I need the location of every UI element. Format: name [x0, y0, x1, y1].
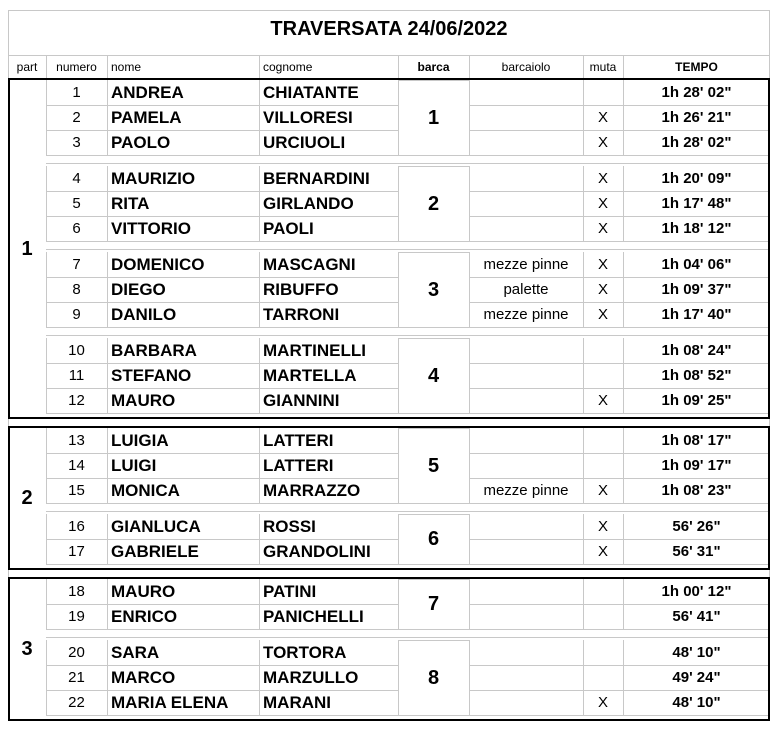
numero-cell: 20 [68, 644, 85, 661]
cognome-cell: GIANNINI [263, 391, 340, 410]
cognome-cell: GRANDOLINI [263, 542, 371, 561]
nome-cell: DOMENICO [111, 255, 205, 274]
cognome-cell: PAOLI [263, 219, 314, 238]
numero-cell: 12 [68, 392, 85, 409]
muta-cell: X [597, 256, 608, 273]
cognome-cell: MASCAGNI [263, 255, 356, 274]
numero-cell: 1 [72, 84, 81, 101]
numero-cell: 15 [68, 482, 85, 499]
header-muta: muta [589, 60, 617, 74]
numero-cell: 6 [72, 220, 81, 237]
header-tempo: TEMPO [675, 60, 718, 74]
tempo-cell: 48' 10" [672, 644, 721, 661]
nome-cell: MARCO [111, 668, 176, 687]
part-cell: 2 [21, 487, 33, 509]
barca-cell: 1 [427, 106, 440, 129]
part-block-border [8, 78, 770, 419]
cognome-cell: RIBUFFO [263, 280, 339, 299]
header-part: part [16, 60, 38, 74]
numero-cell: 2 [72, 109, 81, 126]
cognome-cell: MARZULLO [263, 668, 359, 687]
numero-cell: 4 [72, 170, 81, 187]
header-column-line [469, 55, 470, 78]
barcaiolo-cell: mezze pinne [483, 306, 569, 323]
cognome-cell: LATTERI [263, 456, 334, 475]
numero-cell: 5 [72, 195, 81, 212]
numero-cell: 8 [72, 281, 81, 298]
nome-cell: MAURO [111, 391, 176, 410]
tempo-cell: 1h 08' 17" [661, 432, 732, 449]
tempo-cell: 1h 09' 25" [661, 392, 732, 409]
tempo-cell: 1h 17' 48" [661, 195, 732, 212]
tempo-cell: 49' 24" [672, 669, 721, 686]
nome-cell: RITA [111, 194, 150, 213]
numero-cell: 19 [68, 608, 85, 625]
nome-cell: BARBARA [111, 341, 197, 360]
cognome-cell: TORTORA [263, 643, 347, 662]
part-block-border [8, 426, 770, 570]
cognome-cell: ROSSI [263, 517, 316, 536]
numero-cell: 14 [68, 457, 85, 474]
nome-cell: LUIGIA [111, 431, 169, 450]
tempo-cell: 1h 09' 17" [661, 457, 732, 474]
numero-cell: 11 [68, 367, 85, 384]
barca-cell: 6 [427, 528, 440, 550]
nome-cell: PAOLO [111, 133, 171, 152]
numero-cell: 16 [68, 518, 85, 535]
muta-cell: X [597, 195, 608, 212]
numero-cell: 21 [68, 669, 85, 686]
nome-cell: GIANLUCA [111, 517, 201, 536]
header-numero: numero [56, 60, 97, 74]
cognome-cell: MARANI [263, 693, 331, 712]
nome-cell: MAURO [111, 582, 176, 601]
numero-cell: 18 [68, 583, 85, 600]
header-top-border [8, 55, 770, 56]
barcaiolo-cell: mezze pinne [483, 482, 569, 499]
tempo-cell: 1h 08' 23" [661, 482, 732, 499]
outer-top-border [8, 10, 770, 11]
header-column-line [583, 55, 584, 78]
part-block-border [8, 577, 770, 721]
barca-cell: 7 [427, 593, 440, 615]
tempo-cell: 1h 28' 02" [661, 134, 732, 151]
muta-cell: X [597, 134, 608, 151]
header-column-line [46, 55, 47, 78]
tempo-cell: 48' 10" [672, 694, 721, 711]
cognome-cell: MARTELLA [263, 366, 357, 385]
barca-cell: 5 [427, 454, 440, 477]
muta-cell: X [597, 109, 608, 126]
numero-cell: 9 [72, 306, 81, 323]
sheet-title: TRAVERSATA 24/06/2022 [270, 18, 508, 40]
nome-cell: ENRICO [111, 607, 178, 626]
nome-cell: SARA [111, 643, 160, 662]
nome-cell: PAMELA [111, 108, 182, 127]
numero-cell: 22 [68, 694, 85, 711]
header-cognome: cognome [263, 60, 313, 74]
cognome-cell: VILLORESI [263, 108, 353, 127]
muta-cell: X [597, 543, 608, 560]
tempo-cell: 56' 41" [672, 608, 721, 625]
cognome-cell: PANICHELLI [263, 607, 364, 626]
muta-cell: X [597, 281, 608, 298]
cognome-cell: MARRAZZO [263, 481, 361, 500]
tempo-cell: 1h 26' 21" [661, 109, 732, 126]
barca-cell: 2 [427, 192, 440, 215]
nome-cell: ANDREA [111, 83, 184, 102]
nome-cell: GABRIELE [111, 542, 199, 561]
cognome-cell: BERNARDINI [263, 169, 370, 188]
numero-cell: 3 [72, 134, 81, 151]
header-barca: barca [417, 60, 450, 74]
header-column-line [623, 55, 624, 78]
header-column-line [107, 55, 108, 78]
cognome-cell: URCIUOLI [263, 133, 346, 152]
tempo-cell: 56' 26" [672, 518, 721, 535]
header-nome: nome [111, 60, 142, 74]
barca-cell: 8 [427, 666, 440, 689]
cognome-cell: PATINI [263, 582, 317, 601]
barcaiolo-cell: palette [503, 281, 549, 298]
tempo-cell: 1h 20' 09" [661, 170, 732, 187]
barcaiolo-cell: mezze pinne [483, 256, 569, 273]
header-column-line [259, 55, 260, 78]
numero-cell: 7 [72, 256, 81, 273]
barca-cell: 4 [427, 364, 440, 387]
part-cell: 1 [21, 237, 33, 260]
tempo-cell: 1h 08' 24" [661, 342, 732, 359]
muta-cell: X [597, 306, 608, 323]
tempo-cell: 1h 00' 12" [661, 583, 732, 600]
numero-cell: 10 [68, 342, 85, 359]
header-barcaiolo: barcaiolo [501, 60, 551, 74]
tempo-cell: 1h 17' 40" [661, 306, 732, 323]
nome-cell: MONICA [111, 481, 180, 500]
barca-cell: 3 [427, 278, 440, 301]
header-column-line [398, 55, 399, 78]
nome-cell: DIEGO [111, 280, 166, 299]
nome-cell: LUIGI [111, 456, 157, 475]
nome-cell: DANILO [111, 305, 177, 324]
nome-cell: MAURIZIO [111, 169, 196, 188]
nome-cell: MARIA ELENA [111, 693, 229, 712]
tempo-cell: 1h 08' 52" [661, 367, 732, 384]
cognome-cell: GIRLANDO [263, 194, 354, 213]
muta-cell: X [597, 694, 608, 711]
muta-cell: X [597, 392, 608, 409]
tempo-cell: 56' 31" [672, 543, 721, 560]
muta-cell: X [597, 518, 608, 535]
cognome-cell: MARTINELLI [263, 341, 366, 360]
muta-cell: X [597, 482, 608, 499]
numero-cell: 17 [68, 543, 85, 560]
tempo-cell: 1h 04' 06" [661, 256, 732, 273]
tempo-cell: 1h 28' 02" [661, 84, 732, 101]
tempo-cell: 1h 09' 37" [661, 281, 732, 298]
muta-cell: X [597, 220, 608, 237]
nome-cell: STEFANO [111, 366, 192, 385]
nome-cell: VITTORIO [111, 219, 191, 238]
muta-cell: X [597, 170, 608, 187]
tempo-cell: 1h 18' 12" [661, 220, 732, 237]
numero-cell: 13 [68, 432, 85, 449]
cognome-cell: TARRONI [263, 305, 340, 324]
cognome-cell: LATTERI [263, 431, 334, 450]
cognome-cell: CHIATANTE [263, 83, 359, 102]
part-cell: 3 [21, 638, 33, 660]
